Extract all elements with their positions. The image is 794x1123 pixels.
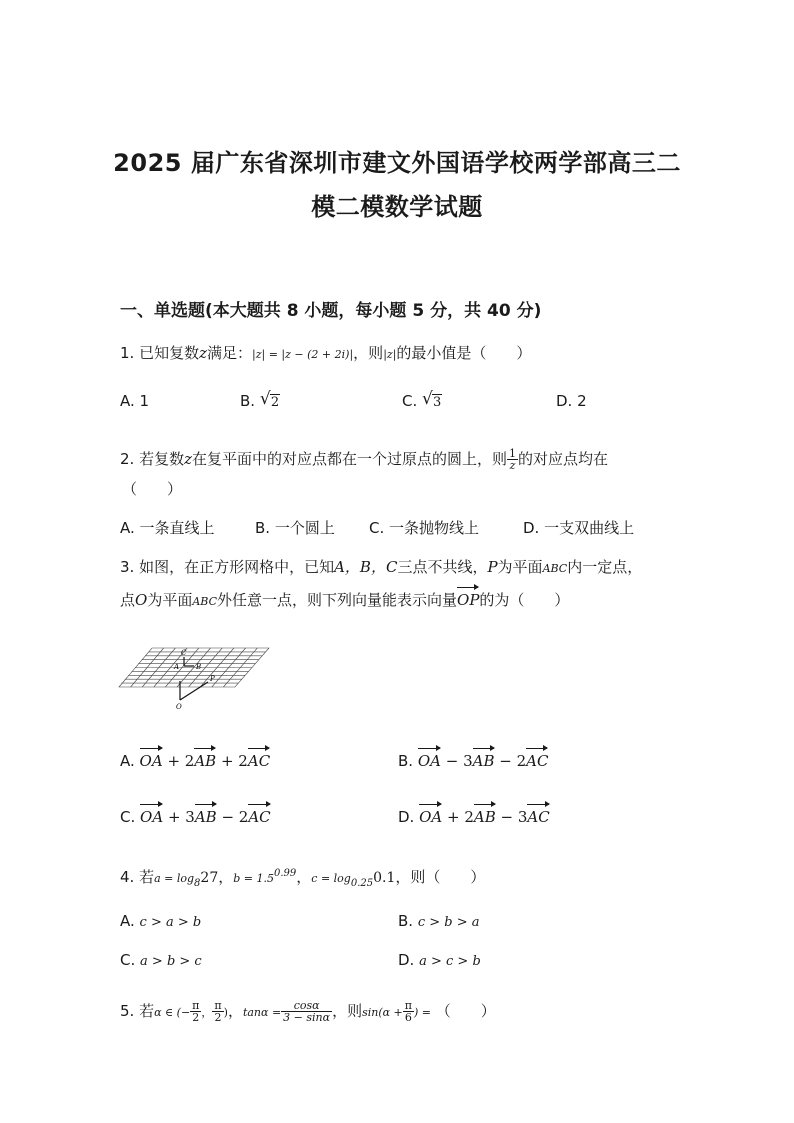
q4-a-lhs: a = log (154, 872, 195, 885)
q3-d-coef-1: + 2 (442, 808, 474, 826)
q3-option-a-label: A. (120, 752, 135, 770)
q5-frac2-den: 2 (214, 1011, 222, 1024)
q1-var-z: z (199, 344, 207, 362)
q3-text-1a: 3. 如图，在正方形网格中，已知 (120, 558, 335, 576)
q3-text-1c: 为平面 (497, 558, 543, 576)
q3-a-coef-1: + 2 (162, 752, 195, 770)
q2-prefix: 2. 若复数 (120, 450, 185, 468)
q3-text-1b: 三点不共线， (397, 558, 488, 576)
q3-text-1d: 内一定点， (567, 558, 643, 576)
q3-b-coef-1: − 3 (440, 752, 473, 770)
q5-alpha-in: α ∈ ( (154, 1006, 181, 1019)
figure-label-c: C (181, 649, 187, 657)
q1-option-a[interactable] (120, 392, 149, 410)
question-4-stem (120, 866, 485, 887)
q4-sep-1: ， (218, 868, 234, 886)
q5-prefix: 5. 若 (120, 1002, 155, 1020)
q3-option-c-label: C. (120, 808, 136, 826)
q5-neg-pi-over-2 (190, 1000, 201, 1023)
q4-b-exp: 0.99 (274, 868, 297, 879)
q5-frac1-num: π (192, 999, 200, 1012)
q4-c-lhs: c = log (311, 872, 351, 885)
q5-pi-over-2 (212, 1000, 223, 1023)
q1-option-b-sqrt (260, 392, 280, 410)
q4-a-arg: 27 (200, 870, 219, 886)
q3-grid-figure (118, 644, 272, 712)
q4-prefix: 4. 若 (120, 868, 155, 886)
q3-option-a[interactable] (120, 752, 270, 770)
q4-c-expr (311, 870, 396, 889)
q5-pi-over-6 (403, 1000, 414, 1023)
question-5-stem (120, 1000, 496, 1023)
q1-mid: 满足： (207, 344, 253, 362)
q2-option-a[interactable]: A. 一条直线上 (120, 519, 215, 537)
q5-tan-num: cosα (281, 1000, 332, 1012)
q5-bracket: （ ） (435, 1002, 496, 1020)
q2-var-z: z (184, 450, 192, 468)
q3-plane-abc-2: ABC (192, 595, 217, 608)
q3-a-vec-oa: OA (139, 752, 163, 770)
q3-b-vec-oa: OA (417, 752, 441, 770)
q3-d-vec-ab: AB (473, 808, 496, 826)
q5-tan-fraction (281, 1000, 332, 1023)
q4-c-base: 0.25 (350, 878, 374, 889)
q4-option-a-value: c > a > b (139, 915, 202, 930)
q1-option-d-label: D. (556, 392, 573, 410)
q2-fraction-1-over-z (507, 448, 518, 471)
question-3-stem-line-1 (120, 556, 642, 577)
question-1-stem (120, 342, 531, 363)
q3-text-2a: 点 (120, 591, 136, 609)
q2-option-d[interactable]: D. 一支双曲线上 (523, 519, 635, 537)
q5-tan-lhs: tanα = (242, 1006, 282, 1019)
q1-option-c[interactable] (402, 392, 442, 410)
q1-abs-z: |z| (383, 348, 397, 361)
q5-mid: ，则 (332, 1002, 363, 1020)
q2-frac-num: 1 (509, 447, 517, 460)
q4-option-b-label: B. (398, 912, 414, 930)
q4-option-d-value: a > c > b (419, 954, 481, 969)
q1-option-c-label: C. (402, 392, 418, 410)
q1-suffix-2: 的最小值是（ ） (396, 344, 532, 362)
q4-option-a[interactable] (120, 912, 201, 930)
q3-d-vec-ac: AC (527, 808, 550, 826)
q4-option-a-label: A. (120, 912, 135, 930)
q3-d-coef-2: − 3 (495, 808, 528, 826)
q3-option-d[interactable] (398, 808, 550, 826)
q3-text-2d: 的为（ ） (479, 591, 570, 609)
q3-c-coef-2: − 2 (216, 808, 249, 826)
q5-frac1-den: 2 (192, 1011, 200, 1024)
figure-label-a: A (174, 663, 180, 671)
q4-a-base: 8 (194, 878, 201, 889)
q2-mid: 在复平面中的对应点都在一个过原点的圆上，则 (192, 450, 508, 468)
q4-option-c-value: a > b > c (140, 954, 202, 969)
q5-sep: ， (227, 1002, 243, 1020)
q3-option-b[interactable] (398, 752, 548, 770)
q3-c-vec-ac: AC (248, 808, 271, 826)
figure-label-b: B (196, 663, 202, 671)
q5-interval-comma: ， (201, 1006, 213, 1019)
q5-frac3-num: π (404, 999, 412, 1012)
question-2-stem (120, 448, 608, 471)
q3-a-vec-ab: AB (194, 752, 217, 770)
question-3-stem-line-2 (120, 589, 569, 610)
q1-prefix: 1. 已知复数 (120, 344, 200, 362)
q3-c-vec-oa: OA (140, 808, 164, 826)
q5-sin-rhs: ) = (414, 1006, 432, 1019)
q3-plane-abc-1: ABC (542, 562, 568, 575)
figure-label-p: P (210, 675, 215, 683)
q4-c-arg: 0.1 (373, 870, 396, 886)
q3-d-vec-oa: OA (419, 808, 443, 826)
q3-option-d-label: D. (398, 808, 415, 826)
q4-option-d-label: D. (398, 951, 415, 969)
q5-frac2-num: π (214, 999, 222, 1012)
q3-a-vec-ac: AC (247, 752, 271, 770)
q4-suffix: ，则（ ） (395, 868, 486, 886)
q5-tan-den: 3 − sinα (283, 1011, 331, 1024)
q3-text-2c: 外任意一点，则下列向量能表示向量 (217, 591, 458, 609)
q1-option-a-label: A. (120, 392, 135, 410)
q2-bracket: （ ） (122, 480, 183, 498)
q2-frac-den: z (509, 459, 516, 472)
q3-c-coef-1: + 3 (163, 808, 195, 826)
q3-point-p: P (487, 558, 498, 576)
paper-title-line-2: 模二模数学试题 (311, 193, 483, 221)
paper-title-line-1: 2025 届广东省深圳市建文外国语学校两学部高三二 (113, 149, 681, 177)
q2-option-b[interactable]: B. 一个圆上 (255, 519, 335, 537)
q3-c-vec-ab: AB (194, 808, 217, 826)
q3-vector-op: OP (457, 591, 480, 609)
q1-option-a-value: 1 (139, 392, 150, 410)
q5-frac3-den: 6 (404, 1011, 412, 1024)
q3-option-c[interactable] (120, 808, 271, 826)
q1-option-b[interactable] (240, 392, 280, 410)
q4-option-c[interactable] (120, 951, 202, 969)
q5-sin-lhs: sin(α + (362, 1006, 403, 1019)
q4-option-b-value: c > b > a (417, 915, 480, 930)
q4-option-b[interactable] (398, 912, 480, 930)
q5-interval-close: ) (223, 1006, 228, 1019)
q4-option-c-label: C. (120, 951, 136, 969)
q1-option-c-sqrt (422, 392, 442, 410)
q2-suffix: 的对应点均在 (518, 450, 609, 468)
q3-b-vec-ac: AC (526, 752, 549, 770)
q3-text-2b: 为平面 (147, 591, 193, 609)
q3-a-coef-2: + 2 (216, 752, 248, 770)
q1-option-c-radicand: 3 (433, 395, 442, 410)
q4-a-expr (154, 870, 219, 889)
q4-b-expr (233, 868, 297, 885)
q1-option-d-value: 2 (577, 392, 587, 410)
grid-plane (119, 648, 269, 687)
q1-option-b-label: B. (240, 392, 256, 410)
section-heading-single-choice: 一、单选题(本大题共 8 小题，每小题 5 分，共 40 分) (120, 301, 542, 321)
q4-sep-2: ， (296, 868, 312, 886)
q1-option-d[interactable] (556, 392, 587, 410)
q5-neg-sign: − (180, 1006, 191, 1019)
q3-points-abc: A，B，C (334, 558, 398, 576)
q3-point-o: O (135, 591, 148, 609)
figure-label-o: O (176, 703, 182, 711)
q3-option-b-label: B. (398, 752, 414, 770)
q4-b-lhs: b = 1.5 (233, 872, 275, 885)
q1-suffix-1: ，则 (353, 344, 384, 362)
q4-option-d[interactable] (398, 951, 481, 969)
q3-b-vec-ab: AB (472, 752, 495, 770)
q1-option-b-radicand: 2 (270, 395, 280, 410)
q3-b-coef-2: − 2 (494, 752, 527, 770)
q1-condition: |z| = |z − (2 + 2i)| (252, 348, 354, 361)
q2-option-c[interactable]: C. 一条抛物线上 (369, 519, 480, 537)
